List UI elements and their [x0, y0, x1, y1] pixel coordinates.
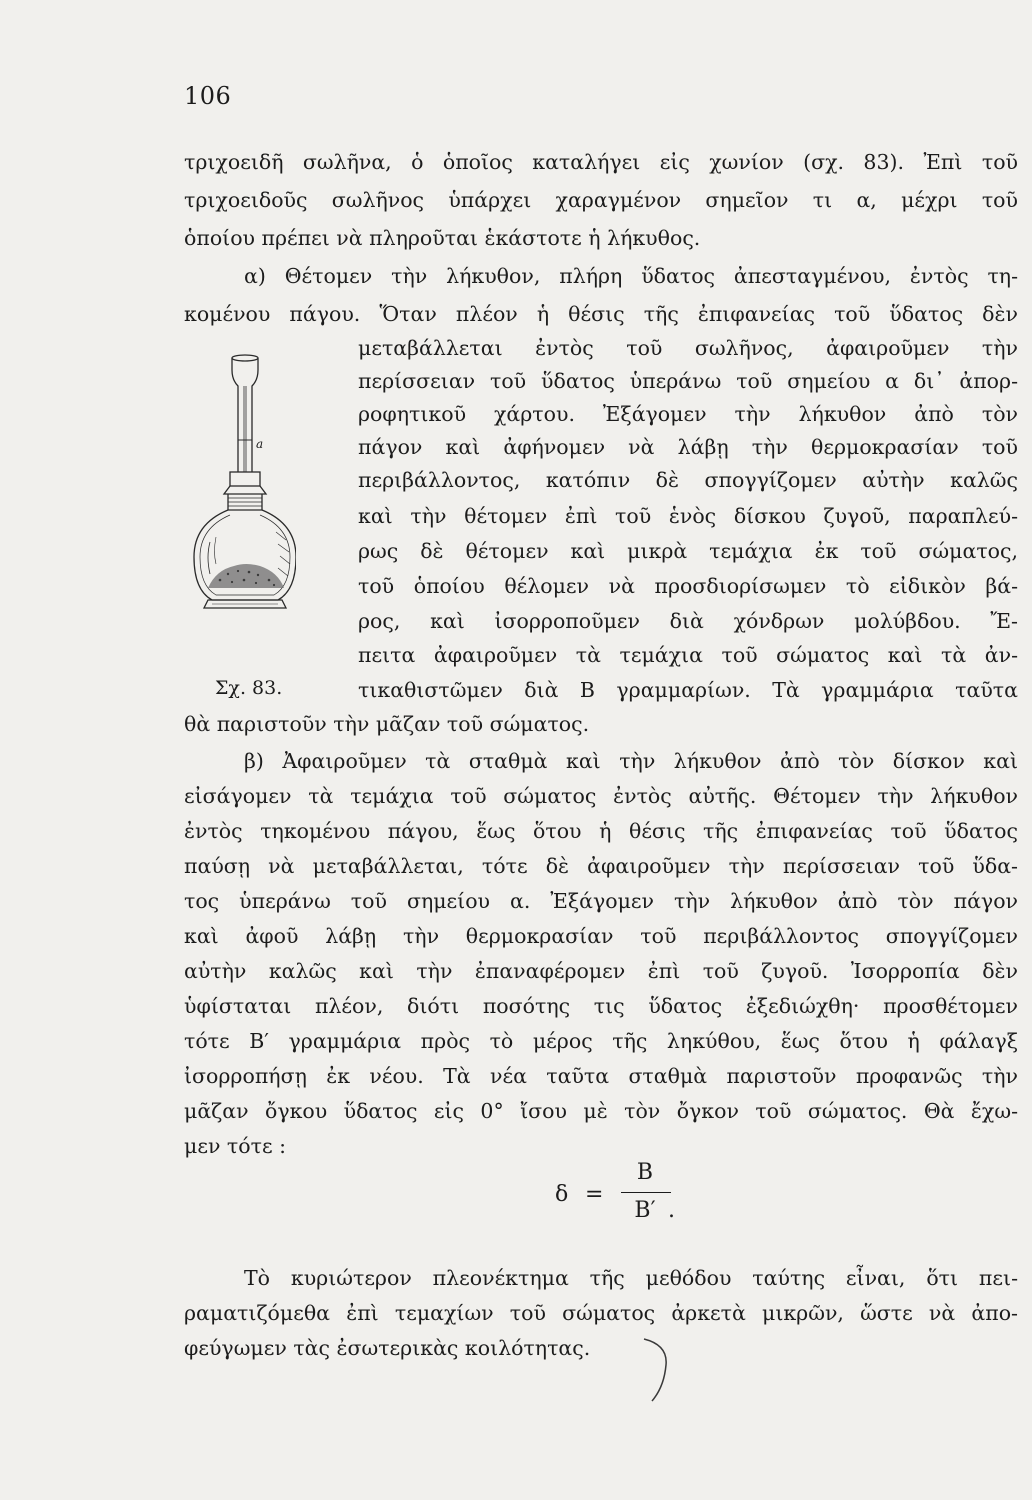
- text-line: καὶ ἀφοῦ λάβῃ τὴν θερμοκρασίαν τοῦ περιβάλλοντος σπογγίζομεν: [184, 924, 1018, 948]
- pencil-mark: [638, 1335, 678, 1405]
- text-line: τοῦ ὁποίου θέλομεν νὰ προσδιορίσωμεν τὸ εἰδικὸν βά-: [358, 574, 1018, 598]
- text-line: παύσῃ νὰ μεταβάλλεται, τότε δὲ ἀφαιροῦμεν τὴν περίσσειαν τοῦ ὕδα-: [184, 854, 1018, 878]
- formula-period: .: [668, 1198, 675, 1223]
- fraction-bar: [621, 1192, 671, 1193]
- text-line: β) Ἀφαιροῦμεν τὰ σταθμὰ καὶ τὴν λήκυθον ἀπὸ τὸν δίσκον καὶ: [244, 749, 1018, 773]
- text-line: ραματιζόμεθα ἐπὶ τεμαχίων τοῦ σώματος ἀρκετὰ μικρῶν, ὥστε νὰ ἀπο-: [184, 1301, 1018, 1325]
- text-line: ἰσορροπήσῃ ἐκ νέου. Τὰ νέα ταῦτα σταθμὰ παριστοῦν προφανῶς τὴν: [184, 1064, 1018, 1088]
- text-line: α) Θέτομεν τὴν λήκυθον, πλήρη ὕδατος ἀπεσταγμένου, ἐντὸς τη-: [244, 264, 1018, 288]
- figure-caption: Σχ. 83.: [215, 677, 283, 699]
- text-line: τότε Β′ γραμμάρια πρὸς τὸ μέρος τῆς ληκύθου, ἕως ὅτου ἡ φάλαγξ: [184, 1029, 1018, 1053]
- text-line: Τὸ κυριώτερον πλεονέκτημα τῆς μεθόδου ταύτης εἶναι, ὅτι πει-: [244, 1266, 1018, 1290]
- text-line: περιβάλλοντος, κατόπιν δὲ σπογγίζομεν αὐτὴν καλῶς: [358, 468, 1018, 492]
- text-line: μεταβάλλεται ἐντὸς τοῦ σωλῆνος, ἀφαιροῦμεν τὴν: [358, 336, 1018, 360]
- text-line: τος ὑπεράνω τοῦ σημείου α. Ἐξάγομεν τὴν λήκυθον ἀπὸ τὸν πάγον: [184, 889, 1018, 913]
- text-line: πειτα ἀφαιροῦμεν τὰ τεμάχια τοῦ σώματος καὶ τὰ ἀν-: [358, 643, 1018, 667]
- text-line: ρος, καὶ ἰσορροποῦμεν διὰ χόνδρων μολύβδου. Ἔ-: [358, 609, 1018, 633]
- page-number: 106: [184, 82, 232, 110]
- formula-numerator: Β: [636, 1160, 654, 1185]
- text-line: καὶ τὴν θέτομεν ἐπὶ τοῦ ἑνὸς δίσκου ζυγοῦ, παραπλεύ-: [358, 504, 1018, 528]
- text-line: φεύγωμεν τὰς ἐσωτερικὰς κοιλότητας.: [184, 1336, 591, 1360]
- formula-equals: =: [585, 1182, 604, 1207]
- formula-lhs: δ: [555, 1182, 569, 1207]
- text-line: θὰ παριστοῦν τὴν μᾶζαν τοῦ σώματος.: [184, 712, 590, 736]
- text-line: τικαθιστῶμεν διὰ Β γραμμαρίων. Τὰ γραμμάρια ταῦτα: [358, 678, 1018, 702]
- capillary-mark-label: a: [256, 437, 264, 451]
- text-line: ὑφίσταται πλέον, διότι ποσότης τις ὕδατος ἐξεδιώχθη· προσθέτομεν: [184, 994, 1018, 1018]
- formula-denominator: Β′: [634, 1198, 656, 1223]
- pycnometer-flask-illustration: [186, 352, 296, 622]
- specific-gravity-formula: [555, 1160, 695, 1240]
- text-line: πάγον καὶ ἀφήνομεν νὰ λάβῃ τὴν θερμοκρασίαν τοῦ: [358, 435, 1018, 459]
- text-line: τριχοειδοῦς σωλῆνος ὑπάρχει χαραγμένον σημεῖον τι α, μέχρι τοῦ: [184, 188, 1018, 212]
- text-line: ἐντὸς τηκομένου πάγου, ἕως ὅτου ἡ θέσις τῆς ἐπιφανείας τοῦ ὕδατος: [184, 819, 1018, 843]
- text-line: ρως δὲ θέτομεν καὶ μικρὰ τεμάχια ἐκ τοῦ σώματος,: [358, 539, 1018, 563]
- text-line: περίσσειαν τοῦ ὕδατος ὑπεράνω τοῦ σημείου α δι᾽ ἀπορ-: [358, 369, 1018, 393]
- text-line: αὐτὴν καλῶς καὶ τὴν ἐπαναφέρομεν ἐπὶ τοῦ ζυγοῦ. Ἰσορροπία δὲν: [184, 959, 1018, 983]
- text-line: μεν τότε :: [184, 1134, 286, 1158]
- text-line: ροφητικοῦ χάρτου. Ἐξάγομεν τὴν λήκυθον ἀπὸ τὸν: [358, 402, 1018, 426]
- text-line: ὁποίου πρέπει νὰ πληροῦται ἑκάστοτε ἡ λήκυθος.: [184, 226, 701, 250]
- text-line: τριχοειδῆ σωλῆνα, ὁ ὁποῖος καταλήγει εἰς χωνίον (σχ. 83). Ἐπὶ τοῦ: [184, 150, 1018, 174]
- text-line: εἰσάγομεν τὰ τεμάχια τοῦ σώματος ἐντὸς αὐτῆς. Θέτομεν τὴν λήκυθον: [184, 784, 1018, 808]
- text-line: μᾶζαν ὄγκου ὕδατος εἰς 0° ἴσου μὲ τὸν ὄγκον τοῦ σώματος. Θὰ ἔχω-: [184, 1099, 1018, 1123]
- text-line: κομένου πάγου. Ὅταν πλέον ἡ θέσις τῆς ἐπιφανείας τοῦ ὕδατος δὲν: [184, 302, 1018, 326]
